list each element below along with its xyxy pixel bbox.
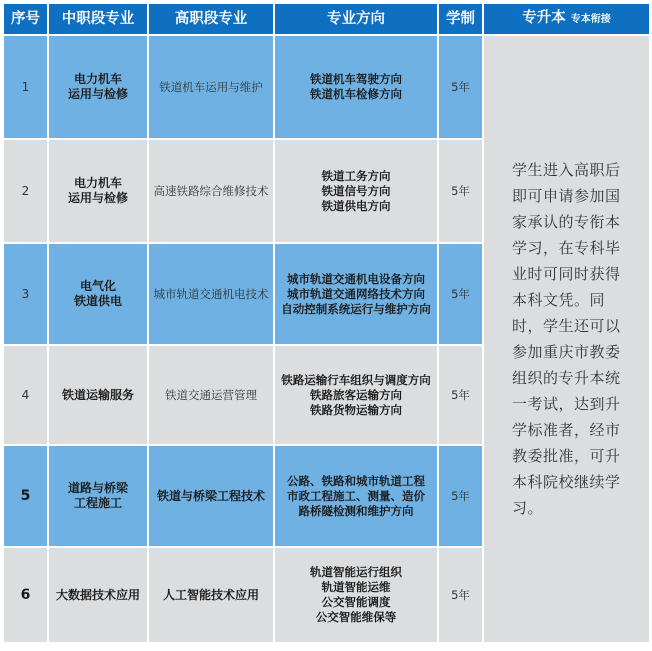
row-direction: 铁道工务方向 铁道信号方向 铁道供电方向 bbox=[275, 140, 439, 244]
row-higher: 高速铁路综合维修技术 bbox=[149, 140, 275, 244]
row-years: 5年 bbox=[439, 140, 484, 244]
row-seq: 3 bbox=[4, 244, 49, 346]
row-seq: 6 bbox=[4, 548, 49, 644]
row-years: 5年 bbox=[439, 446, 484, 548]
header-seq: 序号 bbox=[4, 4, 49, 36]
row-higher: 铁道交通运营管理 bbox=[149, 346, 275, 446]
row-direction: 轨道智能运行组织 轨道智能运维 公交智能调度 公交智能维保等 bbox=[275, 548, 439, 644]
program-table bbox=[4, 4, 649, 644]
header-higher: 高职段专业 bbox=[149, 4, 275, 36]
row-seq: 2 bbox=[4, 140, 49, 244]
header-direction: 专业方向 bbox=[275, 4, 439, 36]
row-seq: 4 bbox=[4, 346, 49, 446]
header-years: 学制 bbox=[439, 4, 484, 36]
row-seq: 1 bbox=[4, 36, 49, 140]
row-years: 5年 bbox=[439, 346, 484, 446]
row-direction: 城市轨道交通机电设备方向 城市轨道交通网络技术方向 自动控制系统运行与维护方向 bbox=[275, 244, 439, 346]
row-direction: 铁路运输行车组织与调度方向 铁路旅客运输方向 铁路货物运输方向 bbox=[275, 346, 439, 446]
row-secondary: 电力机车 运用与检修 bbox=[49, 140, 149, 244]
row-higher: 铁道机车运用与维护 bbox=[149, 36, 275, 140]
header-upgrade bbox=[484, 4, 649, 36]
header-upgrade-sub: 专本衔接 bbox=[570, 14, 611, 25]
header-secondary: 中职段专业 bbox=[49, 4, 149, 36]
row-seq: 5 bbox=[4, 446, 49, 548]
table-row bbox=[4, 36, 649, 140]
row-secondary: 电力机车 运用与检修 bbox=[49, 36, 149, 140]
header-upgrade-label: 专升本 bbox=[522, 10, 566, 26]
row-secondary: 道路与桥梁 工程施工 bbox=[49, 446, 149, 548]
row-years: 5年 bbox=[439, 548, 484, 644]
row-direction: 公路、铁路和城市轨道工程 市政工程施工、测量、造价 路桥隧检测和维护方向 bbox=[275, 446, 439, 548]
row-years: 5年 bbox=[439, 244, 484, 346]
row-direction: 铁道机车驾驶方向 铁道机车检修方向 bbox=[275, 36, 439, 140]
row-secondary: 大数据技术应用 bbox=[49, 548, 149, 644]
row-higher: 铁道与桥梁工程技术 bbox=[149, 446, 275, 548]
header-row bbox=[4, 4, 649, 36]
row-secondary: 电气化 铁道供电 bbox=[49, 244, 149, 346]
row-years: 5年 bbox=[439, 36, 484, 140]
row-higher: 城市轨道交通机电技术 bbox=[149, 244, 275, 346]
upgrade-note: 学生进入高职后 即可申请参加国 家承认的专衔本 学习，在专科毕 业时可同时获得 本科文凭。同 时，学生还可以 参加重庆市教委 组织的专升本统 一考试，达到升 学标准者，经市 教委批准，可升 本科院校继续学 习。 bbox=[484, 36, 649, 644]
row-higher: 人工智能技术应用 bbox=[149, 548, 275, 644]
row-secondary: 铁道运输服务 bbox=[49, 346, 149, 446]
